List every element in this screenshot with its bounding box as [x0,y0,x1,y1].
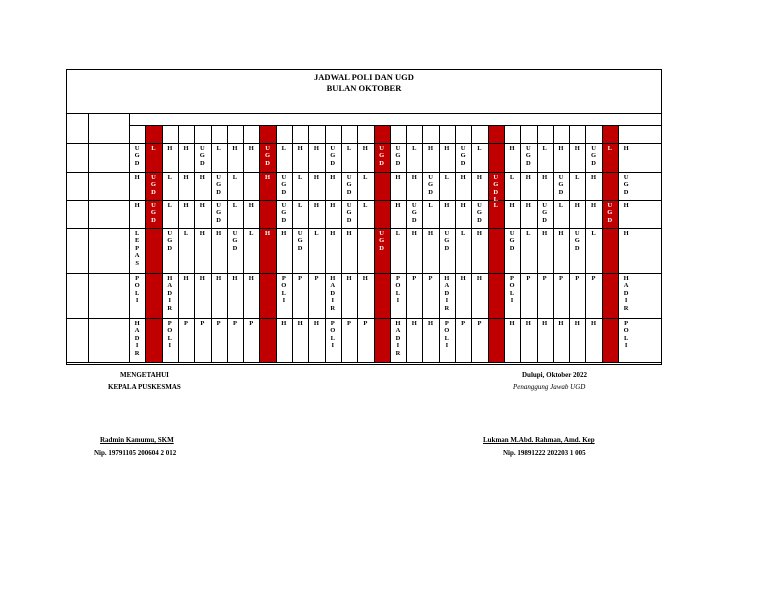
schedule-cell: H [216,275,222,282]
responsible-name: Lukman M.Abd. Rahman, Amd. Kep [483,436,595,444]
place-date: Dulupi, Oktober 2022 [522,371,588,379]
schedule-cell: H [428,320,434,327]
schedule-cell: H [542,174,548,181]
day-header-26 [537,129,553,143]
schedule-cell: H [265,174,271,181]
schedule-cell: H [281,230,287,237]
schedule-cell: H [623,230,629,237]
day-header-20 [439,129,455,143]
row-no [66,275,88,283]
schedule-cell: H [313,320,319,327]
row-no [66,153,88,161]
day-header-1 [129,129,145,143]
schedule-cell: H [411,230,417,237]
row-no [66,238,88,246]
schedule-cell: H [346,230,352,237]
schedule-cell: P [363,320,368,327]
title-line-1: JADWAL POLI DAN UGD [314,72,414,82]
schedule-cell: H [199,174,205,181]
day-header-15 [357,129,373,143]
grid-line [66,228,662,229]
schedule-cell: H [542,320,548,327]
schedule-cell: H A D I R [134,320,140,357]
row-name [88,230,129,238]
schedule-cell: H [395,202,401,209]
schedule-cell: H [558,320,564,327]
day-header-21 [455,129,471,143]
day-header-25 [520,129,536,143]
schedule-cell: H [248,275,254,282]
schedule-cell: L [363,202,368,209]
grid-line [66,200,662,201]
schedule-cell: H [199,202,205,209]
schedule-cell: U G D [476,202,482,224]
schedule-cell: L [151,145,156,152]
schedule-cell: H [460,275,466,282]
head-nip: Nip. 19791105 200604 2 012 [94,449,177,457]
schedule-cell: H [232,145,238,152]
day-header-22 [471,129,487,143]
schedule-cell: U G D [346,202,352,224]
schedule-cell: U G D [216,174,222,196]
schedule-cell: H [476,275,482,282]
day-header-17 [390,129,406,143]
schedule-cell: P [232,320,237,327]
grid-line [129,125,662,126]
schedule-cell: U G D L [493,174,499,204]
responsible-nip: Nip. 19891222 202203 1 005 [503,449,586,457]
schedule-cell: P O L I [167,320,173,350]
schedule-cell: H [460,202,466,209]
schedule-cell: H [199,230,205,237]
schedule-cell: H [574,320,580,327]
schedule-cell: H [297,145,303,152]
day-header-9 [259,129,275,143]
day-header-12 [308,129,324,143]
schedule-cell: P [558,275,563,282]
schedule-cell: P O L I [330,320,336,350]
schedule-cell: L [607,145,612,152]
schedule-cell: U G D [167,230,173,252]
schedule-cell: H [509,145,515,152]
schedule-cell: U G D [379,145,385,167]
row-name [88,202,129,210]
schedule-cell: U G D [607,202,613,224]
day-header-11 [292,129,308,143]
schedule-cell: H [134,174,140,181]
responsible-role: Penanggung Jawab UGD [513,383,586,391]
schedule-cell: U G D [330,145,336,167]
grid-line [66,318,662,319]
schedule-cell: H [558,145,564,152]
schedule-cell: P [591,275,596,282]
row-name [88,153,129,161]
schedule-cell: H [476,230,482,237]
schedule-cell: H [330,230,336,237]
schedule-cell: H [330,202,336,209]
row-no [66,145,88,153]
grid-line [66,362,662,363]
schedule-cell: U G D [281,202,287,224]
document-title [66,70,662,95]
grid-line [66,172,662,173]
schedule-cell: P [184,320,189,327]
schedule-cell: P [526,275,531,282]
row-no [66,202,88,210]
schedule-cell: P [314,275,319,282]
row-no [66,320,88,328]
day-header-2 [145,129,161,143]
schedule-cell: U G D [150,174,156,196]
schedule-cell: L [216,145,221,152]
schedule-cell: H [248,145,254,152]
schedule-cell: L [460,230,466,237]
schedule-cell: H [591,202,597,209]
schedule-cell: H [313,202,319,209]
schedule-cell: U G D [281,174,287,196]
schedule-cell: U G D [265,145,271,167]
schedule-cell: H [411,320,417,327]
schedule-cell: H [525,174,531,181]
schedule-cell: U G D [232,230,238,252]
schedule-cell: H [313,145,319,152]
schedule-cell: H [574,202,580,209]
schedule-cell: H [313,174,319,181]
schedule-cell: U G D [411,202,417,224]
schedule-cell: L [249,230,254,237]
row-name [88,275,129,283]
schedule-cell: H [330,174,336,181]
day-header-31 [618,129,634,143]
row-name [88,182,129,190]
schedule-cell: L [183,230,189,237]
header-nama [88,121,129,131]
schedule-cell: P O L I [395,275,401,305]
grid-line [488,125,489,362]
schedule-cell: P [575,275,580,282]
schedule-cell: H [444,202,450,209]
schedule-cell: U G D [591,145,597,167]
schedule-cell: U G D [460,145,466,167]
schedule-cell: H [623,145,629,152]
header-no [66,121,88,131]
day-header-8 [243,129,259,143]
schedule-cell: H [346,275,352,282]
day-header-29 [585,129,601,143]
schedule-cell: U G D [134,145,140,167]
schedule-cell: H [362,145,368,152]
row-name [88,174,129,182]
day-header-7 [227,129,243,143]
day-header-13 [325,129,341,143]
day-header-3 [162,129,178,143]
schedule-cell: U G D [346,174,352,196]
schedule-cell: U G D [379,230,385,252]
schedule-cell: L [575,174,580,181]
schedule-cell: U G D [444,230,450,252]
head-title: KEPALA PUSKESMAS [108,383,181,391]
day-header-4 [178,129,194,143]
schedule-cell: H [574,145,580,152]
row-no [66,283,88,291]
grid-line [66,143,662,144]
schedule-cell: H [281,320,287,327]
schedule-cell: H [525,202,531,209]
schedule-cell: P [542,275,547,282]
schedule-cell: P [249,320,254,327]
schedule-cell: H A D I R [167,275,173,312]
schedule-cell: H [183,275,189,282]
schedule-cell: H [542,230,548,237]
title-line-2: BULAN OKTOBER [326,83,402,93]
schedule-cell: P [298,275,303,282]
schedule-cell: H A D I R [330,275,336,312]
schedule-cell: H [591,320,597,327]
grid-line [66,273,662,274]
schedule-cell: L [412,145,417,152]
schedule-cell: H [509,320,515,327]
day-header-6 [211,129,227,143]
schedule-cell: H [183,145,189,152]
header-tanggal [129,115,662,125]
schedule-cell: L [363,174,368,181]
schedule-cell: L [297,174,303,181]
schedule-cell: H [248,202,254,209]
schedule-cell: H [428,145,434,152]
day-header-24 [504,129,520,143]
schedule-cell: L [281,145,286,152]
schedule-cell: L [509,174,515,181]
day-header-27 [553,129,569,143]
schedule-cell: L [444,174,449,181]
schedule-cell: H [428,230,434,237]
row-name [88,320,129,328]
schedule-cell: H [623,202,629,209]
schedule-cell: U G D [216,202,222,224]
schedule-cell: U G D [199,145,205,167]
schedule-cell: H A D I R [623,275,629,312]
schedule-cell: U G D [428,174,434,196]
day-header-28 [569,129,585,143]
schedule-cell: L [558,202,564,209]
schedule-cell: P [200,320,205,327]
schedule-cell: P [428,275,433,282]
row-no [66,328,88,336]
schedule-cell: P O L I [444,320,450,350]
schedule-cell: U G D [558,174,564,196]
schedule-cell: P [412,275,417,282]
schedule-cell: P O L I [134,275,140,305]
row-name [88,328,129,336]
schedule-cell: H [476,174,482,181]
row-no [66,230,88,238]
schedule-cell: L [591,230,596,237]
schedule-cell: H [558,230,564,237]
head-name: Radmin Kamumu, SKM [100,436,174,444]
schedule-cell: L [395,230,401,237]
schedule-cell: U G D [150,202,156,224]
schedule-cell: L [167,202,172,209]
schedule-cell: U G D [395,145,401,167]
schedule-cell: P [347,320,352,327]
schedule-cell: L [526,230,531,237]
row-name [88,238,129,246]
row-no [66,182,88,190]
row-no [66,210,88,218]
schedule-cell: L [428,202,433,209]
schedule-cell: P [461,320,466,327]
day-header-14 [341,129,357,143]
schedule-cell: P O L I [281,275,287,305]
schedule-cell: U G D [509,230,515,252]
schedule-cell: H [525,320,531,327]
row-name [88,145,129,153]
schedule-cell: L [493,202,498,209]
schedule-cell: U G D [574,230,580,252]
row-name [88,283,129,291]
schedule-cell: L [346,145,352,152]
schedule-cell: H A D I R [395,320,401,357]
schedule-cell: H [411,174,417,181]
schedule-cell: U G D [542,202,548,224]
schedule-cell: H [395,174,401,181]
schedule-cell: H [509,202,515,209]
schedule-cell: H [183,174,189,181]
schedule-cell: L [542,145,547,152]
schedule-cell: U G D [525,145,531,167]
schedule-cell: H [362,275,368,282]
schedule-cell: H [183,202,189,209]
grid-line [66,113,662,114]
schedule-cell: H [460,174,466,181]
acknowledge-label: MENGETAHUI [120,371,169,379]
schedule-cell: H [199,275,205,282]
schedule-cell: H [265,230,271,237]
day-header-16 [374,129,390,143]
schedule-cell: P O L I [509,275,515,305]
schedule-cell: L [232,174,238,181]
schedule-cell: H [444,145,450,152]
day-header-10 [276,129,292,143]
schedule-cell: L [167,174,172,181]
schedule-cell: H A D I R [444,275,450,312]
holiday-column [489,125,504,362]
schedule-cell: H [232,275,238,282]
schedule-cell: U G D [623,174,629,196]
schedule-cell: H [591,174,597,181]
row-name [88,210,129,218]
day-header-23 [488,129,504,143]
schedule-cell: H [167,145,173,152]
day-header-5 [194,129,210,143]
schedule-cell: L [314,230,319,237]
schedule-cell: U G D [297,230,303,252]
schedule-cell: P [216,320,221,327]
schedule-cell: L E P A S [134,230,140,267]
schedule-cell: H [216,230,222,237]
day-header-18 [406,129,422,143]
schedule-cell: H [297,320,303,327]
day-header-19 [422,129,438,143]
row-no [66,174,88,182]
day-header-30 [602,129,618,143]
schedule-cell: P O L I [623,320,629,350]
schedule-cell: L [477,145,482,152]
schedule-cell: H [134,202,140,209]
schedule-cell: L [297,202,303,209]
schedule-cell: P [477,320,482,327]
schedule-cell: L [232,202,238,209]
